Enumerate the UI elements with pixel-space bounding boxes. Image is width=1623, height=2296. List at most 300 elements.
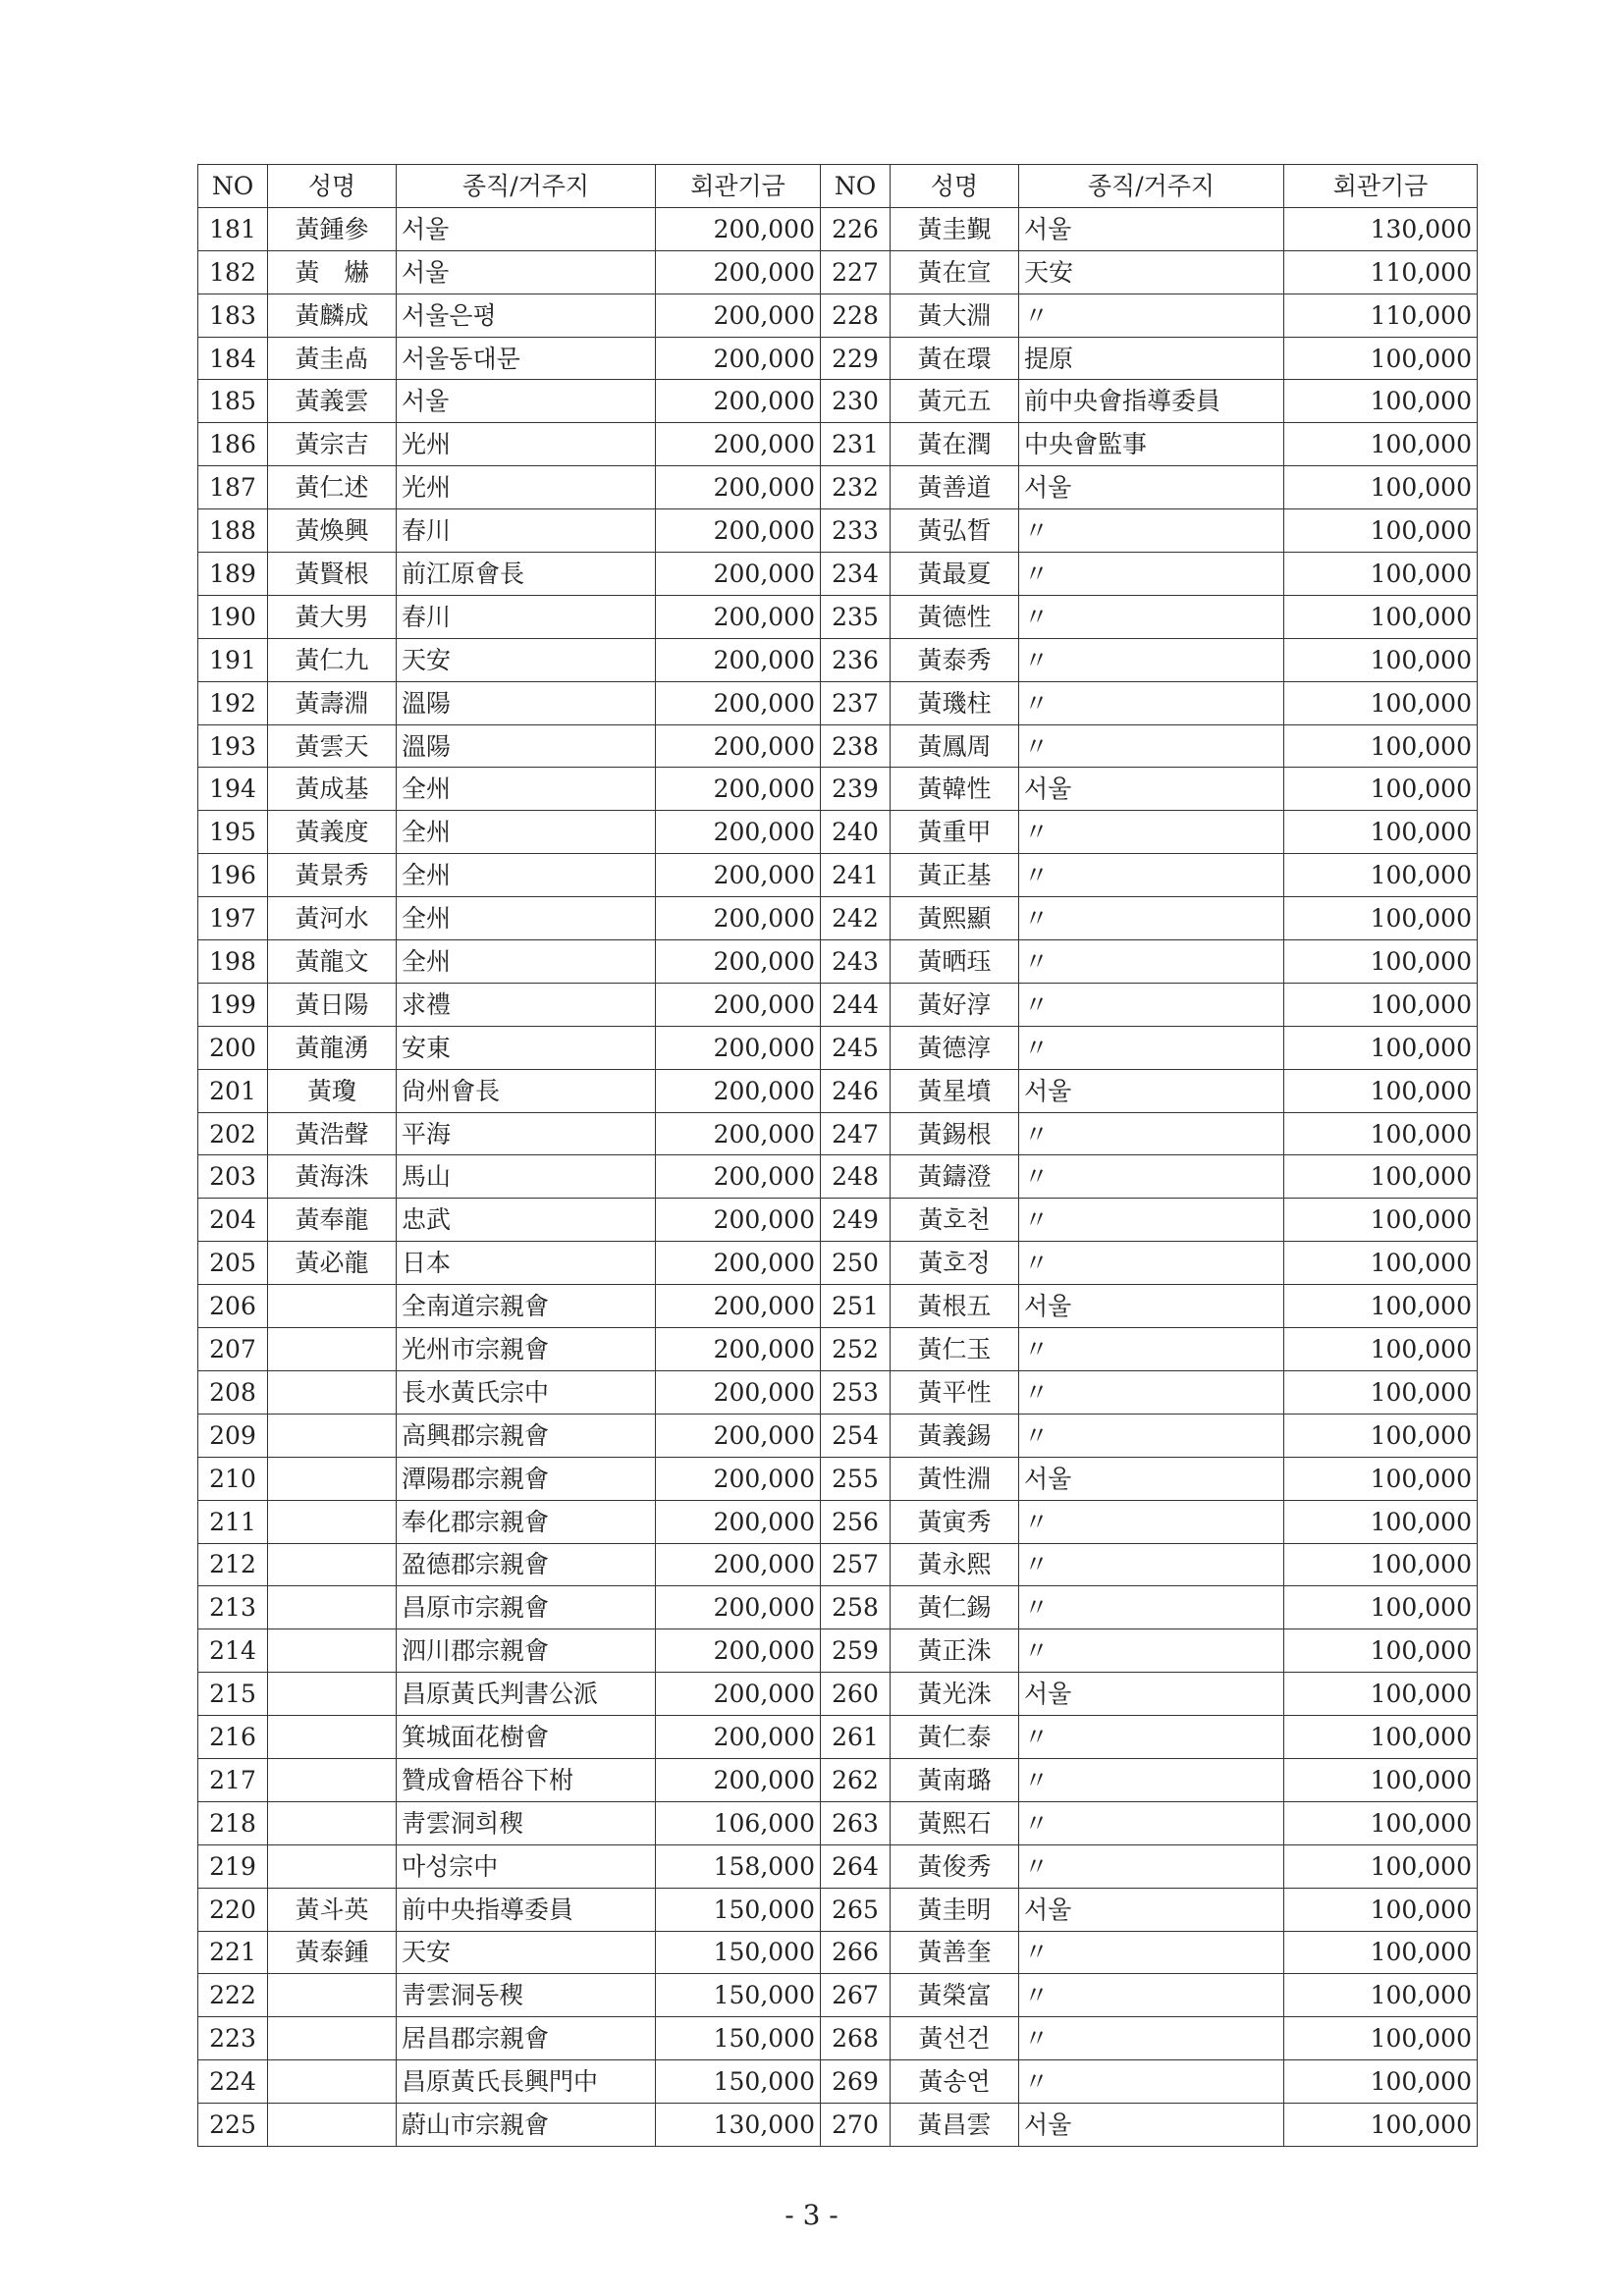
cell-name-right: 黃性淵 [891, 1457, 1019, 1500]
cell-fund-left: 200,000 [656, 1543, 821, 1586]
cell-fund-right: 100,000 [1284, 1457, 1478, 1500]
cell-name-left [268, 1543, 397, 1586]
cell-no-right: 241 [821, 854, 891, 897]
table-row [198, 1457, 1478, 1500]
cell-fund-left: 200,000 [656, 1673, 821, 1716]
cell-name-left: 黃奉龍 [268, 1199, 397, 1242]
cell-name-left: 黃仁九 [268, 638, 397, 681]
cell-no-left: 199 [198, 983, 268, 1026]
table-row [198, 1199, 1478, 1242]
cell-name-left: 黃海洙 [268, 1155, 397, 1199]
cell-no-right: 255 [821, 1457, 891, 1500]
cell-place-right: 提原 [1019, 337, 1284, 380]
table-row [198, 2017, 1478, 2060]
cell-no-right: 266 [821, 1931, 891, 1974]
cell-no-left: 184 [198, 337, 268, 380]
cell-no-left: 200 [198, 1026, 268, 1069]
cell-place-right: 〃 [1019, 638, 1284, 681]
cell-no-right: 236 [821, 638, 891, 681]
cell-place-right: 〃 [1019, 1328, 1284, 1371]
cell-name-left: 黃麟成 [268, 294, 397, 337]
cell-place-left: 靑雲洞희稧 [397, 1801, 656, 1844]
table-row [198, 466, 1478, 509]
cell-no-right: 242 [821, 897, 891, 940]
cell-fund-right: 100,000 [1284, 337, 1478, 380]
cell-no-right: 253 [821, 1370, 891, 1414]
cell-fund-right: 100,000 [1284, 1758, 1478, 1801]
cell-name-right: 黃송연 [891, 2060, 1019, 2104]
cell-name-right: 黃德性 [891, 595, 1019, 638]
cell-fund-left: 200,000 [656, 768, 821, 811]
cell-fund-right: 100,000 [1284, 1716, 1478, 1759]
cell-place-right: 서울 [1019, 466, 1284, 509]
table-row [198, 1758, 1478, 1801]
cell-place-right: 〃 [1019, 553, 1284, 596]
cell-no-left: 215 [198, 1673, 268, 1716]
cell-fund-left: 106,000 [656, 1801, 821, 1844]
cell-no-left: 213 [198, 1586, 268, 1629]
cell-place-right: 서울 [1019, 207, 1284, 250]
cell-place-right: 〃 [1019, 595, 1284, 638]
cell-fund-right: 100,000 [1284, 983, 1478, 1026]
table-row [198, 2104, 1478, 2147]
table-row [198, 1844, 1478, 1888]
cell-name-right: 黃在宣 [891, 250, 1019, 294]
cell-no-left: 205 [198, 1242, 268, 1285]
cell-name-left [268, 1370, 397, 1414]
table-row [198, 1328, 1478, 1371]
cell-place-left: 安東 [397, 1026, 656, 1069]
cell-no-left: 197 [198, 897, 268, 940]
cell-fund-right: 100,000 [1284, 768, 1478, 811]
cell-no-left: 211 [198, 1500, 268, 1543]
cell-no-left: 195 [198, 811, 268, 854]
cell-fund-right: 100,000 [1284, 1112, 1478, 1155]
cell-fund-right: 100,000 [1284, 724, 1478, 768]
cell-place-right: 서울 [1019, 1285, 1284, 1328]
cell-fund-left: 200,000 [656, 724, 821, 768]
cell-no-right: 248 [821, 1155, 891, 1199]
cell-name-right: 黃最夏 [891, 553, 1019, 596]
cell-name-left: 黃大男 [268, 595, 397, 638]
table-row [198, 681, 1478, 724]
cell-fund-right: 100,000 [1284, 1328, 1478, 1371]
cell-no-right: 234 [821, 553, 891, 596]
cell-fund-right: 100,000 [1284, 2104, 1478, 2147]
table-row [198, 897, 1478, 940]
table-row [198, 1673, 1478, 1716]
cell-name-left: 黃斗英 [268, 1888, 397, 1931]
table-row [198, 1543, 1478, 1586]
cell-place-right: 〃 [1019, 1155, 1284, 1199]
cell-place-left: 奉化郡宗親會 [397, 1500, 656, 1543]
cell-no-right: 254 [821, 1414, 891, 1457]
cell-place-left: 天安 [397, 638, 656, 681]
cell-name-right: 黃仁泰 [891, 1716, 1019, 1759]
cell-place-left: 天安 [397, 1931, 656, 1974]
cell-fund-left: 200,000 [656, 423, 821, 466]
cell-no-right: 239 [821, 768, 891, 811]
cell-name-left [268, 1629, 397, 1673]
cell-no-left: 220 [198, 1888, 268, 1931]
cell-no-right: 249 [821, 1199, 891, 1242]
cell-no-right: 237 [821, 681, 891, 724]
table-row [198, 1414, 1478, 1457]
cell-no-right: 227 [821, 250, 891, 294]
cell-fund-left: 200,000 [656, 1457, 821, 1500]
cell-place-left: 靑雲洞동稧 [397, 1974, 656, 2017]
header-row [198, 165, 1478, 208]
cell-place-left: 尙州會長 [397, 1069, 656, 1112]
cell-place-right: 〃 [1019, 1112, 1284, 1155]
cell-fund-left: 200,000 [656, 1629, 821, 1673]
table-row [198, 1069, 1478, 1112]
cell-no-left: 221 [198, 1931, 268, 1974]
cell-no-left: 187 [198, 466, 268, 509]
cell-place-left: 昌原市宗親會 [397, 1586, 656, 1629]
cell-fund-right: 110,000 [1284, 294, 1478, 337]
table-body [198, 207, 1478, 2146]
cell-name-left [268, 1974, 397, 2017]
cell-place-left: 泗川郡宗親會 [397, 1629, 656, 1673]
cell-no-right: 258 [821, 1586, 891, 1629]
cell-place-left: 서울 [397, 380, 656, 423]
cell-name-left [268, 1673, 397, 1716]
table-row [198, 2060, 1478, 2104]
cell-name-right: 黃寅秀 [891, 1500, 1019, 1543]
cell-name-left: 黃義度 [268, 811, 397, 854]
cell-name-right: 黃錫根 [891, 1112, 1019, 1155]
cell-place-left: 全州 [397, 768, 656, 811]
cell-place-right: 〃 [1019, 854, 1284, 897]
table-row [198, 940, 1478, 984]
cell-place-left: 全州 [397, 811, 656, 854]
cell-fund-right: 100,000 [1284, 380, 1478, 423]
cell-place-right: 〃 [1019, 1199, 1284, 1242]
cell-fund-right: 100,000 [1284, 595, 1478, 638]
cell-fund-right: 100,000 [1284, 1974, 1478, 2017]
cell-fund-left: 200,000 [656, 1414, 821, 1457]
cell-name-right: 黃在潤 [891, 423, 1019, 466]
cell-place-left: 全州 [397, 897, 656, 940]
cell-place-right: 〃 [1019, 1629, 1284, 1673]
cell-place-left: 春川 [397, 509, 656, 553]
cell-fund-left: 200,000 [656, 553, 821, 596]
cell-name-right: 黃正基 [891, 854, 1019, 897]
cell-fund-right: 100,000 [1284, 1285, 1478, 1328]
cell-place-right: 〃 [1019, 681, 1284, 724]
cell-place-left: 溫陽 [397, 724, 656, 768]
cell-name-left: 黃瓊 [268, 1069, 397, 1112]
cell-no-left: 223 [198, 2017, 268, 2060]
cell-fund-left: 150,000 [656, 2017, 821, 2060]
header-name-left: 성명 [268, 165, 397, 208]
cell-no-left: 193 [198, 724, 268, 768]
cell-fund-left: 130,000 [656, 2104, 821, 2147]
cell-name-left: 黃仁述 [268, 466, 397, 509]
cell-no-right: 244 [821, 983, 891, 1026]
cell-no-right: 228 [821, 294, 891, 337]
cell-name-left [268, 1414, 397, 1457]
table-row [198, 1026, 1478, 1069]
cell-no-left: 214 [198, 1629, 268, 1673]
cell-fund-right: 100,000 [1284, 1155, 1478, 1199]
cell-place-right: 서울 [1019, 1069, 1284, 1112]
cell-fund-left: 200,000 [656, 466, 821, 509]
cell-place-right: 〃 [1019, 940, 1284, 984]
cell-place-right: 〃 [1019, 1801, 1284, 1844]
cell-fund-left: 200,000 [656, 1716, 821, 1759]
table-row [198, 595, 1478, 638]
cell-name-left [268, 2017, 397, 2060]
cell-name-right: 黃光洙 [891, 1673, 1019, 1716]
page-number: - 3 - [784, 2199, 839, 2231]
cell-name-right: 黃星墳 [891, 1069, 1019, 1112]
cell-fund-right: 100,000 [1284, 1931, 1478, 1974]
cell-name-right: 黃義錫 [891, 1414, 1019, 1457]
cell-fund-left: 200,000 [656, 1500, 821, 1543]
cell-name-left [268, 1285, 397, 1328]
cell-no-left: 194 [198, 768, 268, 811]
cell-fund-left: 200,000 [656, 1199, 821, 1242]
cell-no-left: 189 [198, 553, 268, 596]
cell-fund-left: 200,000 [656, 1069, 821, 1112]
cell-place-right: 서울 [1019, 1673, 1284, 1716]
cell-name-right: 黃榮富 [891, 1974, 1019, 2017]
cell-place-left: 贊成會梧谷下柎 [397, 1758, 656, 1801]
cell-no-left: 198 [198, 940, 268, 984]
cell-no-right: 230 [821, 380, 891, 423]
cell-name-right: 黃善道 [891, 466, 1019, 509]
table-row [198, 1155, 1478, 1199]
cell-fund-left: 150,000 [656, 1974, 821, 2017]
cell-name-left: 黃河水 [268, 897, 397, 940]
cell-no-right: 264 [821, 1844, 891, 1888]
cell-no-left: 208 [198, 1370, 268, 1414]
table-row [198, 250, 1478, 294]
donor-table [197, 164, 1478, 2147]
cell-name-right: 黃圭覲 [891, 207, 1019, 250]
cell-name-right: 黃大淵 [891, 294, 1019, 337]
cell-fund-left: 200,000 [656, 1112, 821, 1155]
cell-fund-left: 200,000 [656, 681, 821, 724]
cell-fund-left: 200,000 [656, 1285, 821, 1328]
cell-fund-left: 158,000 [656, 1844, 821, 1888]
table-row [198, 1242, 1478, 1285]
cell-no-left: 183 [198, 294, 268, 337]
cell-place-left: 求禮 [397, 983, 656, 1026]
table-row [198, 553, 1478, 596]
cell-fund-right: 100,000 [1284, 1370, 1478, 1414]
cell-place-left: 蔚山市宗親會 [397, 2104, 656, 2147]
cell-fund-right: 100,000 [1284, 1844, 1478, 1888]
cell-name-right: 黃韓性 [891, 768, 1019, 811]
table-row [198, 1974, 1478, 2017]
cell-place-left: 서울 [397, 250, 656, 294]
cell-name-right: 黃圭明 [891, 1888, 1019, 1931]
cell-place-right: 〃 [1019, 1758, 1284, 1801]
cell-fund-right: 100,000 [1284, 681, 1478, 724]
cell-no-left: 181 [198, 207, 268, 250]
cell-name-right: 黃昌雲 [891, 2104, 1019, 2147]
cell-place-right: 서울 [1019, 1888, 1284, 1931]
cell-name-right: 黃南璐 [891, 1758, 1019, 1801]
cell-no-left: 188 [198, 509, 268, 553]
cell-fund-right: 100,000 [1284, 897, 1478, 940]
cell-name-right: 黃璣柱 [891, 681, 1019, 724]
cell-fund-left: 200,000 [656, 1586, 821, 1629]
cell-fund-right: 100,000 [1284, 811, 1478, 854]
header-no-left: NO [198, 165, 268, 208]
cell-name-right: 黃熙石 [891, 1801, 1019, 1844]
cell-no-left: 182 [198, 250, 268, 294]
cell-place-right: 天安 [1019, 250, 1284, 294]
cell-name-right: 黃平性 [891, 1370, 1019, 1414]
header-name-right: 성명 [891, 165, 1019, 208]
cell-fund-right: 100,000 [1284, 466, 1478, 509]
cell-place-left: 昌原黃氏判書公派 [397, 1673, 656, 1716]
cell-place-left: 前江原會長 [397, 553, 656, 596]
cell-fund-left: 150,000 [656, 1888, 821, 1931]
cell-no-left: 216 [198, 1716, 268, 1759]
cell-fund-right: 100,000 [1284, 1801, 1478, 1844]
cell-name-left: 黃鍾參 [268, 207, 397, 250]
cell-no-left: 222 [198, 1974, 268, 2017]
cell-name-left: 黃龍湧 [268, 1026, 397, 1069]
cell-name-left [268, 2104, 397, 2147]
cell-fund-left: 200,000 [656, 983, 821, 1026]
cell-fund-left: 200,000 [656, 854, 821, 897]
cell-name-left [268, 1844, 397, 1888]
cell-name-right: 黃德淳 [891, 1026, 1019, 1069]
table-row [198, 337, 1478, 380]
cell-no-left: 217 [198, 1758, 268, 1801]
table-row [198, 811, 1478, 854]
table-row [198, 380, 1478, 423]
cell-no-left: 212 [198, 1543, 268, 1586]
cell-name-left [268, 2060, 397, 2104]
table-row [198, 1500, 1478, 1543]
cell-place-right: 〃 [1019, 1974, 1284, 2017]
cell-name-right: 黃仁玉 [891, 1328, 1019, 1371]
table-row [198, 1931, 1478, 1974]
table-row [198, 854, 1478, 897]
cell-no-left: 190 [198, 595, 268, 638]
cell-no-right: 233 [821, 509, 891, 553]
cell-name-left [268, 1500, 397, 1543]
cell-place-left: 全州 [397, 940, 656, 984]
table-row [198, 207, 1478, 250]
cell-no-right: 245 [821, 1026, 891, 1069]
cell-place-left: 서울은평 [397, 294, 656, 337]
cell-fund-right: 100,000 [1284, 1069, 1478, 1112]
cell-name-left: 黃浩聲 [268, 1112, 397, 1155]
cell-no-left: 201 [198, 1069, 268, 1112]
cell-place-right: 서울 [1019, 2104, 1284, 2147]
cell-name-left: 黃宗吉 [268, 423, 397, 466]
cell-fund-left: 200,000 [656, 897, 821, 940]
table-row [198, 768, 1478, 811]
cell-place-right: 〃 [1019, 1414, 1284, 1457]
cell-no-left: 207 [198, 1328, 268, 1371]
cell-name-right: 黃根五 [891, 1285, 1019, 1328]
table-row [198, 1716, 1478, 1759]
cell-name-left: 黃 爀 [268, 250, 397, 294]
cell-place-left: 光州 [397, 423, 656, 466]
cell-name-left: 黃日陽 [268, 983, 397, 1026]
cell-place-left: 箕城面花樹會 [397, 1716, 656, 1759]
cell-name-left [268, 1801, 397, 1844]
cell-no-left: 202 [198, 1112, 268, 1155]
cell-name-left [268, 1457, 397, 1500]
cell-place-left: 忠武 [397, 1199, 656, 1242]
cell-no-right: 231 [821, 423, 891, 466]
table-row [198, 294, 1478, 337]
cell-fund-left: 200,000 [656, 509, 821, 553]
cell-fund-left: 200,000 [656, 1758, 821, 1801]
cell-no-left: 204 [198, 1199, 268, 1242]
cell-no-right: 247 [821, 1112, 891, 1155]
cell-name-right: 黃在環 [891, 337, 1019, 380]
cell-no-right: 251 [821, 1285, 891, 1328]
cell-place-left: 光州市宗親會 [397, 1328, 656, 1371]
cell-place-left: 溫陽 [397, 681, 656, 724]
cell-fund-left: 200,000 [656, 811, 821, 854]
cell-no-left: 210 [198, 1457, 268, 1500]
cell-fund-right: 110,000 [1284, 250, 1478, 294]
cell-name-left: 黃景秀 [268, 854, 397, 897]
cell-fund-right: 100,000 [1284, 1414, 1478, 1457]
cell-fund-right: 100,000 [1284, 1500, 1478, 1543]
cell-no-right: 270 [821, 2104, 891, 2147]
cell-fund-right: 100,000 [1284, 1543, 1478, 1586]
cell-no-right: 250 [821, 1242, 891, 1285]
cell-place-left: 潭陽郡宗親會 [397, 1457, 656, 1500]
cell-place-right: 中央會監事 [1019, 423, 1284, 466]
cell-place-right: 〃 [1019, 1543, 1284, 1586]
cell-name-left [268, 1716, 397, 1759]
cell-place-left: 前中央指導委員 [397, 1888, 656, 1931]
table-row [198, 983, 1478, 1026]
cell-place-right: 〃 [1019, 1026, 1284, 1069]
cell-place-left: 平海 [397, 1112, 656, 1155]
cell-no-left: 196 [198, 854, 268, 897]
cell-name-right: 黃仁錫 [891, 1586, 1019, 1629]
cell-name-left: 黃義雲 [268, 380, 397, 423]
cell-place-left: 昌原黃氏長興門中 [397, 2060, 656, 2104]
cell-place-left: 長水黃氏宗中 [397, 1370, 656, 1414]
cell-fund-left: 150,000 [656, 2060, 821, 2104]
cell-no-right: 252 [821, 1328, 891, 1371]
header-fund-right: 회관기금 [1284, 165, 1478, 208]
cell-place-right: 〃 [1019, 983, 1284, 1026]
cell-name-left: 黃雲天 [268, 724, 397, 768]
cell-no-right: 262 [821, 1758, 891, 1801]
cell-fund-right: 100,000 [1284, 1673, 1478, 1716]
table-row [198, 638, 1478, 681]
table-row [198, 1112, 1478, 1155]
cell-name-left [268, 1758, 397, 1801]
cell-name-left: 黃賢根 [268, 553, 397, 596]
cell-no-right: 232 [821, 466, 891, 509]
cell-no-left: 225 [198, 2104, 268, 2147]
cell-no-left: 192 [198, 681, 268, 724]
header-fund-left: 회관기금 [656, 165, 821, 208]
table-row [198, 1586, 1478, 1629]
cell-place-right: 〃 [1019, 509, 1284, 553]
cell-no-right: 263 [821, 1801, 891, 1844]
cell-fund-left: 200,000 [656, 380, 821, 423]
